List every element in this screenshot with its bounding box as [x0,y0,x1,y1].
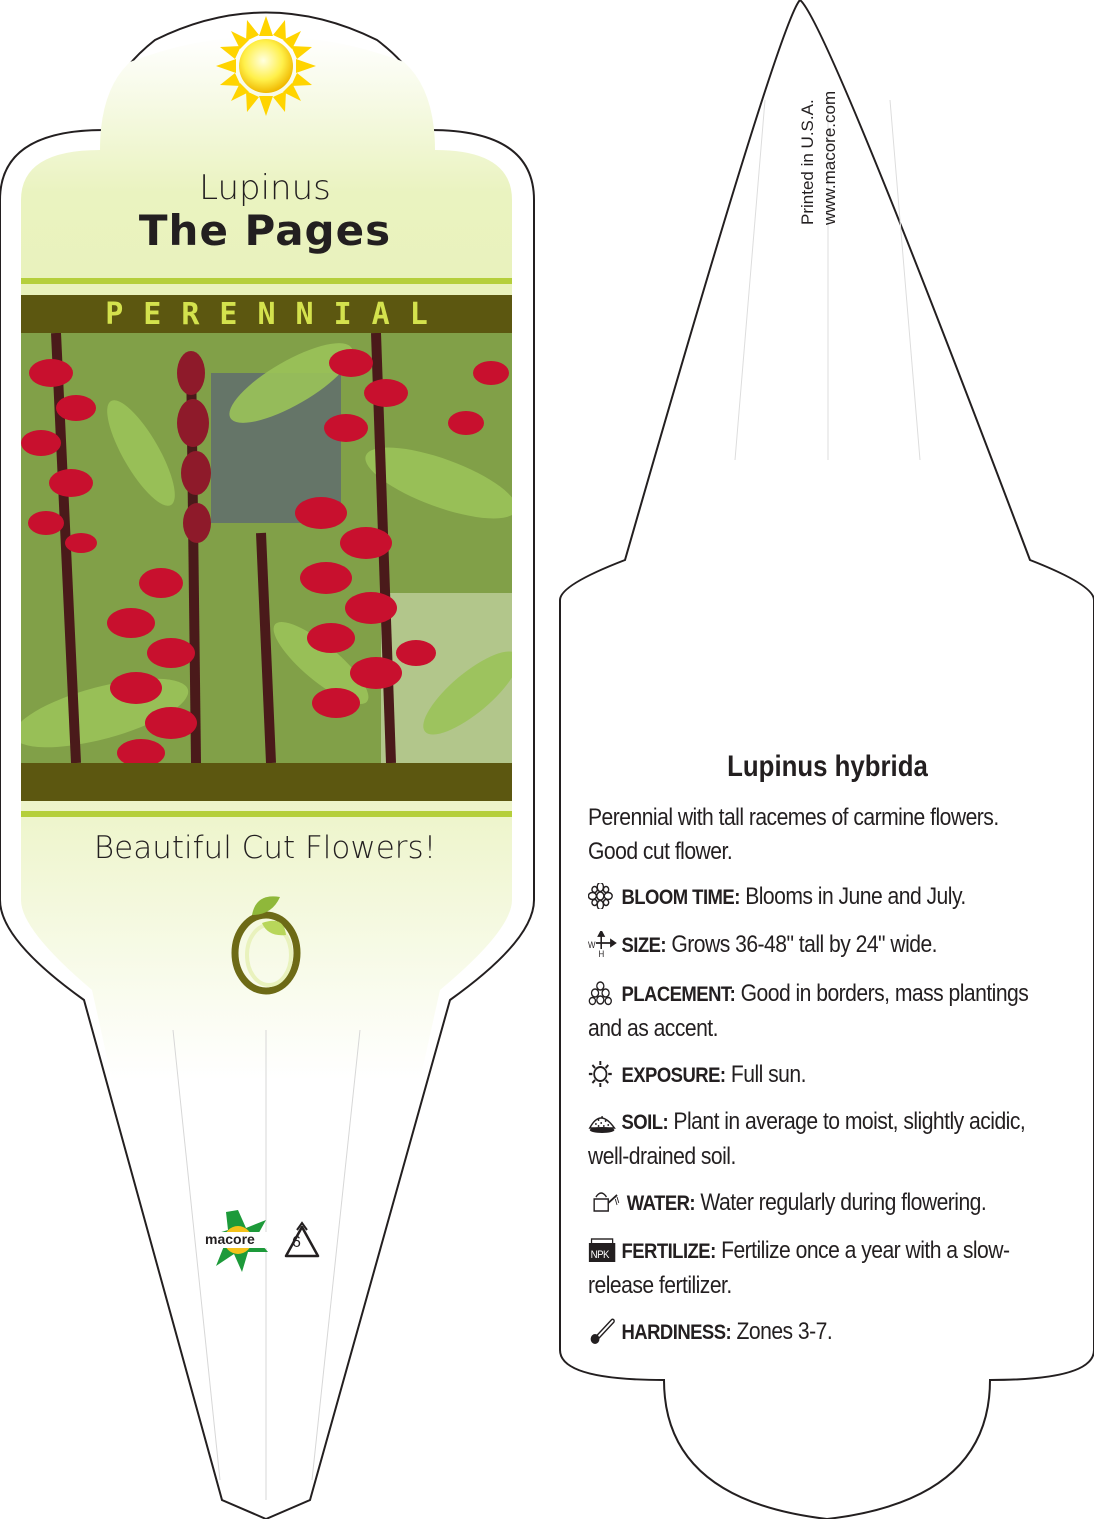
water-value: Water regularly during flowering. [700,1189,987,1216]
size-label: SIZE: [621,934,667,957]
soil-label: SOIL: [621,1111,669,1134]
hardiness-label: HARDINESS: [621,1321,732,1344]
plant-description: Perennial with tall racemes of carmine flowers. Good cut flower. [588,804,999,865]
size-icon-h: H [598,948,604,957]
website: www.macore.com [820,90,839,225]
watering-can-icon [588,1189,623,1215]
soil-value: Plant in average to moist, slightly acidic, well-drained soil. [588,1108,1026,1170]
fertilize-label: FERTILIZE: [621,1240,716,1263]
fertilize-value: Fertilize once a year with a slow-release fertilizer. [588,1237,1010,1299]
size-arrows-icon [588,931,618,957]
bottom-accent-band [21,811,512,817]
placement-value: Good in borders, mass plantings and as accent. [588,980,1029,1042]
info-row-bloom-time [588,880,1046,915]
water-label: WATER: [626,1192,696,1215]
recycle-code: 6 [292,1234,301,1251]
printer-credit [797,91,841,225]
npk-fertilizer-icon [588,1237,618,1263]
photo-bottom-bar [21,763,512,801]
top-accent-band [21,278,512,284]
species-name: Lupinus hybrida [727,750,928,783]
info-row-placement [588,977,1046,1046]
exposure-label: EXPOSURE: [621,1064,726,1087]
macore-logo-text: macore [205,1231,255,1247]
info-row-soil [588,1105,1046,1174]
sun-icon [216,16,316,116]
size-icon-w: W [588,939,595,951]
bloom-time-value: Blooms in June and July. [745,883,966,910]
plant-photo [21,333,512,763]
npk-text: NPK [590,1249,609,1262]
info-row-size [588,928,1046,963]
info-row-hardiness [588,1315,1046,1350]
category-label: PERENNIAL [105,297,448,332]
plant-cultivar: The Pages [138,206,392,255]
bloom-time-label: BLOOM TIME: [621,886,740,909]
thermometer-icon [588,1318,618,1344]
info-row-fertilize [588,1234,1046,1303]
placement-label: PLACEMENT: [621,983,736,1006]
info-row-water [588,1186,1046,1221]
placement-flowers-icon [588,980,618,1006]
info-row-exposure [588,1058,1046,1093]
sun-outline-icon [588,1061,618,1087]
printed-in-usa: Printed in U.S.A. [798,99,817,225]
flower-icon [588,883,618,909]
hardiness-value: Zones 3-7. [736,1318,833,1345]
size-value: Grows 36-48" tall by 24" wide. [671,931,938,958]
exposure-value: Full sun. [730,1061,806,1088]
plant-genus: Lupinus [199,168,331,208]
tagline: Beautiful Cut Flowers! [93,830,437,866]
soil-mound-icon [588,1108,618,1134]
